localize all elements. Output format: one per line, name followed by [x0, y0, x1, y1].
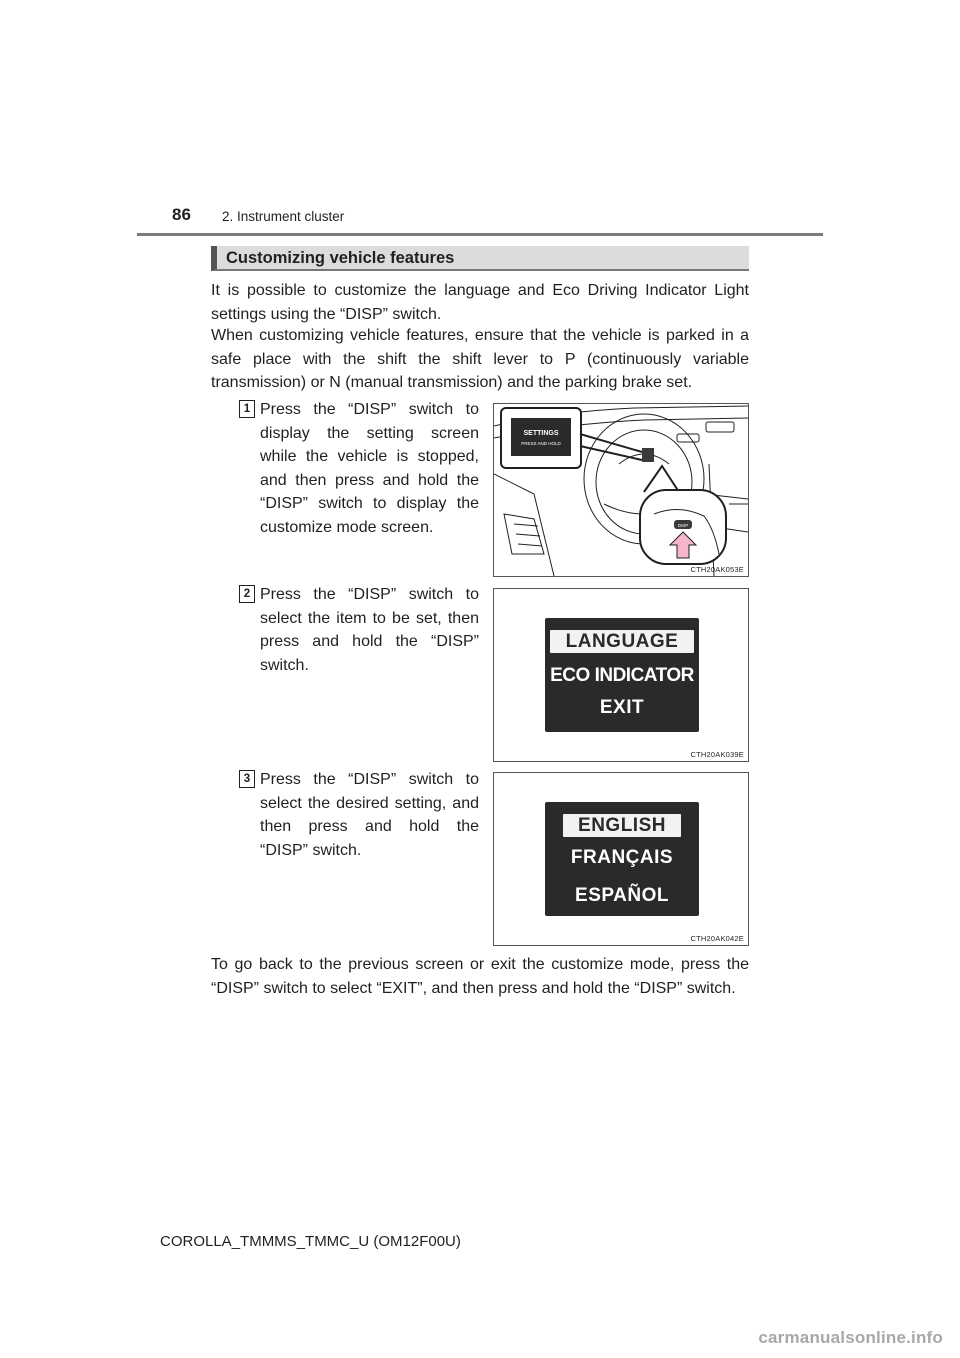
- figure-code-2: CTH20AK039E: [690, 750, 744, 759]
- section-heading: [211, 246, 749, 271]
- page-number: 86: [172, 205, 191, 224]
- display-panel-items: [545, 618, 699, 732]
- step-text-1: Press the “DISP” switch to display the setting screen while the vehicle is stopped, and then press and hold the “DISP” switch to display the customize mode screen.: [260, 401, 479, 536]
- closing-paragraph: To go back to the previous screen or exit the customize mode, press the “DISP” switch to select “EXIT”, and then press and hold the “DISP” switch.: [211, 956, 749, 997]
- intro-paragraph-2: When customizing vehicle features, ensure that the vehicle is parked in a safe place with the shift the shift lever to P (continuously variable transmission) or N (manual transmission) and the parking brake set.: [211, 327, 749, 392]
- language-option-english: ENGLISH: [563, 814, 681, 837]
- callout-press-hold-text: PRESS AND HOLD: [521, 441, 561, 446]
- menu-item-language: LANGUAGE: [550, 630, 694, 653]
- dashboard-illustration: [494, 404, 748, 576]
- step-number-1: 1: [239, 400, 255, 418]
- step-text-2: Press the “DISP” switch to select the item to be set, then press and hold the “DISP” switch.: [260, 586, 479, 674]
- menu-item-eco-indicator: ECO INDICATOR: [550, 665, 694, 686]
- chapter-title: 2. Instrument cluster: [222, 209, 345, 224]
- step-number-3: 3: [239, 770, 255, 788]
- display-panel-languages: [545, 802, 699, 916]
- callout-settings-text: SETTINGS: [523, 430, 559, 437]
- intro-paragraph-1: It is possible to customize the language and Eco Driving Indicator Light settings using the “DISP” switch.: [211, 282, 749, 323]
- header-rule: [137, 233, 823, 236]
- menu-item-exit: EXIT: [599, 697, 645, 718]
- language-option-francais: FRANÇAIS: [570, 847, 674, 868]
- language-option-espanol: ESPAÑOL: [575, 885, 669, 906]
- footer-document-id: COROLLA_TMMMS_TMMC_U (OM12F00U): [160, 1233, 461, 1250]
- watermark: carmanualsonline.info: [758, 1328, 943, 1347]
- step-number-2: 2: [239, 585, 255, 603]
- figure-code-1: CTH20AK053E: [690, 565, 744, 574]
- section-title: Customizing vehicle features: [226, 249, 455, 267]
- figure-steering-wheel: [493, 403, 749, 577]
- figure-language-options: [493, 772, 749, 946]
- figure-menu-items: [493, 588, 749, 762]
- disp-button-label: DISP: [677, 523, 689, 528]
- step-text-3: Press the “DISP” switch to select the desired setting, and then press and hold the “DISP” switch.: [260, 771, 479, 859]
- figure-code-3: CTH20AK042E: [690, 934, 744, 943]
